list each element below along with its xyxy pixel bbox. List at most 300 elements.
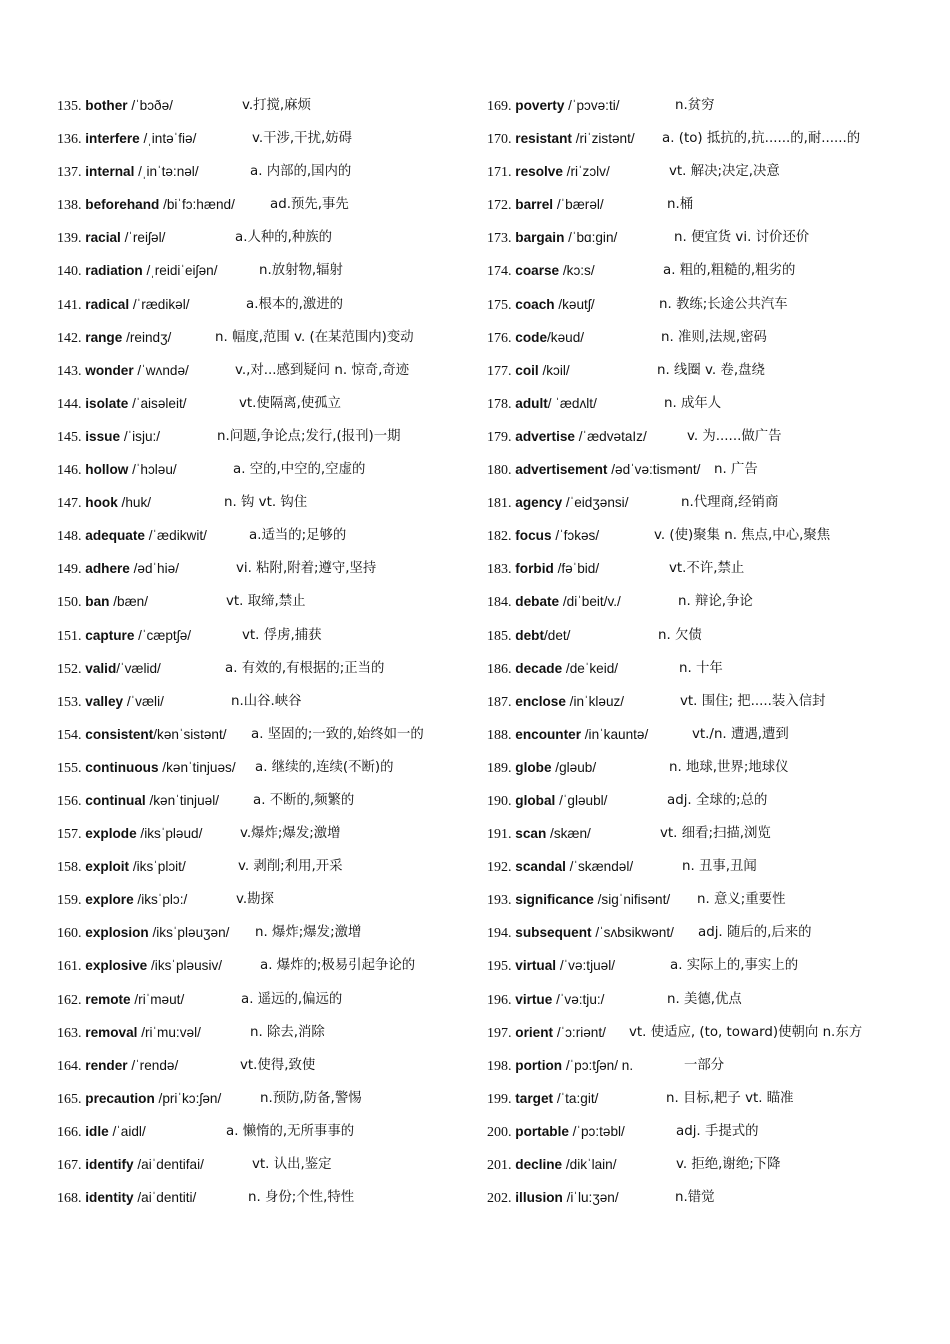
entry-definition: n.放射物,辐射 (259, 263, 343, 279)
entry-definition: v. 为......做广告 (687, 428, 782, 444)
entry-definition: n. 丑事,丑闻 (682, 859, 757, 875)
vocab-entry (487, 921, 937, 954)
vocab-entry (57, 954, 477, 987)
entry-definition: a. 空的,中空的,空虚的 (233, 462, 366, 478)
entry-word: illusion (515, 1190, 563, 1206)
entry-phonetic: /ˈaisəleit/ (128, 395, 187, 411)
entry-number: 197. (487, 1025, 512, 1041)
entry-word: orient (515, 1024, 554, 1040)
entry-definition: a. 爆炸的;极易引起争论的 (260, 958, 416, 974)
entry-definition: v.,对...感到疑问 n. 惊奇,奇迹 (235, 362, 410, 378)
entry-word: coach (515, 296, 555, 312)
entry-definition: n. 教练;长途公共汽车 (659, 296, 788, 312)
vocab-entry (57, 491, 477, 524)
entry-word: virtue (515, 991, 553, 1007)
vocab-entry (57, 690, 477, 723)
vocab-entry (57, 723, 477, 756)
entry-definition: a. 内部的,国内的 (250, 164, 352, 180)
vocab-entry (487, 888, 937, 921)
entry-number: 163. (57, 1025, 82, 1041)
entry-phonetic: /ˈrendə/ (127, 1057, 179, 1073)
entry-phonetic: /inˈkləuz/ (565, 693, 625, 709)
vocab-entry (487, 193, 937, 226)
entry-definition: vt./n. 遭遇,遭到 (692, 726, 789, 742)
entry-number: 142. (57, 330, 82, 346)
entry-word: consistent (85, 726, 154, 742)
entry-phonetic: /fəˈbid/ (553, 561, 600, 577)
entry-number: 146. (57, 463, 82, 479)
entry-number: 135. (57, 99, 82, 114)
entry-word: capture (85, 627, 135, 643)
entry-phonetic: /riˈzɔlv/ (562, 164, 610, 180)
entry-word: target (515, 1090, 554, 1106)
entry-word: agency (515, 495, 563, 511)
entry-phonetic: /iksˈpləuʒən/ (148, 925, 230, 941)
entry-definition: v.干涉,干扰,妨碍 (252, 131, 352, 147)
entry-definition: v. 剥削;利用,开采 (238, 859, 343, 875)
entry-number: 164. (57, 1058, 82, 1074)
entry-phonetic: /ˈhɔləu/ (128, 462, 177, 478)
entry-number: 194. (487, 926, 512, 942)
vocab-entry (57, 127, 477, 160)
entry-word: internal (85, 164, 135, 180)
entry-word: isolate (85, 395, 129, 411)
entry-word: explosion (85, 925, 149, 941)
entry-definition: adj. 手提式的 (676, 1123, 759, 1139)
entry-phonetic: /gləub/ (551, 759, 597, 775)
entry-phonetic: /bæn/ (109, 594, 148, 610)
entry-number: 172. (487, 198, 512, 214)
entry-phonetic: /sigˈnifisənt/ (593, 892, 671, 908)
entry-word: advertise (515, 428, 575, 444)
vocab-entry (57, 1120, 477, 1153)
vocab-entry (57, 226, 477, 259)
vocab-entry (487, 160, 937, 193)
entry-word: globe (515, 759, 552, 775)
entry-definition: n. 成年人 (664, 395, 722, 411)
vocab-entry (57, 1153, 477, 1186)
entry-number: 167. (57, 1158, 82, 1173)
entry-number: 177. (487, 363, 512, 379)
vocab-entry (57, 657, 477, 690)
entry-definition: n.错觉 (675, 1190, 715, 1206)
entry-number: 162. (57, 992, 82, 1008)
entry-definition: a.适当的;足够的 (249, 528, 347, 544)
entry-phonetic: /ˈvə:tjuəl/ (556, 958, 616, 974)
entry-definition: a.人种的,种族的 (235, 230, 333, 246)
entry-number: 140. (57, 264, 82, 280)
entry-definition: n. 目标,耙子 vt. 瞄准 (666, 1090, 794, 1106)
entry-phonetic: /ˈbɔðə/ (127, 98, 173, 113)
entry-number: 145. (57, 429, 82, 445)
entry-phonetic: /ˈcæptʃə/ (134, 627, 192, 643)
vocab-entry (487, 226, 937, 259)
vocab-entry (487, 94, 937, 127)
vocab-entry (487, 524, 937, 557)
entry-word: barrel (515, 197, 554, 213)
entry-phonetic: /ˈta:git/ (553, 1090, 599, 1106)
entry-phonetic: /ˈpɔ:təbl/ (568, 1123, 625, 1139)
entry-phonetic: /iˈlu:ʒən/ (562, 1190, 619, 1206)
vocab-entry (487, 1087, 937, 1120)
entry-definition: vt.不许,禁止 (669, 561, 745, 577)
entry-definition: n. 准则,法规,密码 (661, 329, 767, 345)
entry-word: issue (85, 428, 121, 444)
vocab-entry (57, 1186, 477, 1219)
entry-number: 195. (487, 959, 512, 975)
entry-number: 191. (487, 827, 512, 843)
vocab-entry (57, 988, 477, 1021)
entry-phonetic: /ˈaidl/ (108, 1123, 146, 1139)
vocab-entry (487, 326, 937, 359)
entry-phonetic: /ˈgləubl/ (555, 792, 608, 808)
entry-word: virtual (515, 958, 557, 974)
entry-definition: a. 粗的,粗糙的,粗劣的 (663, 263, 796, 279)
entry-word: render (85, 1057, 128, 1073)
entry-word: decline (515, 1157, 563, 1172)
entry-number: 147. (57, 496, 82, 512)
entry-definition: vt. 认出,鉴定 (252, 1157, 332, 1172)
entry-definition: n. 十年 (679, 660, 723, 676)
entry-definition: v.打搅,麻烦 (242, 98, 311, 113)
entry-word: removal (85, 1024, 138, 1040)
entry-word: coil (515, 362, 539, 378)
vocab-entry (487, 557, 937, 590)
entry-number: 182. (487, 529, 512, 545)
entry-number: 189. (487, 760, 512, 776)
entry-definition: n. 广告 (714, 462, 758, 478)
entry-definition: n. 美德,优点 (667, 991, 742, 1007)
entry-phonetic: /ədˈvə:tismənt/ (607, 462, 701, 478)
entry-definition: n. 地球,世界;地球仪 (669, 759, 789, 775)
vocab-entry (57, 590, 477, 623)
entry-number: 137. (57, 165, 82, 181)
entry-phonetic: /kəud/ (547, 329, 585, 345)
vocab-entry (487, 1186, 937, 1219)
entry-number: 190. (487, 793, 512, 809)
entry-phonetic: /inˈkauntə/ (581, 726, 649, 742)
entry-word: subsequent (515, 925, 592, 941)
vocab-entry (57, 888, 477, 921)
entry-number: 154. (57, 727, 82, 743)
vocab-entry (57, 1021, 477, 1054)
entry-number: 184. (487, 595, 512, 611)
entry-word: remote (85, 991, 131, 1007)
vocab-entry (487, 822, 937, 855)
entry-word: significance (515, 892, 594, 908)
vocab-entry (487, 723, 937, 756)
left-column (57, 94, 477, 1219)
entry-definition: n.代理商,经销商 (681, 495, 779, 511)
entry-definition: 一部分 (684, 1057, 725, 1073)
entry-phonetic: /deˈkeid/ (562, 660, 619, 676)
entry-phonetic: /kənˈtinjuəl/ (145, 792, 219, 808)
entry-number: 175. (487, 297, 512, 313)
entry-number: 161. (57, 959, 82, 975)
entry-phonetic: /ˈisju:/ (120, 428, 161, 444)
entry-word: focus (515, 528, 552, 544)
vocab-entry (57, 524, 477, 557)
entry-number: 148. (57, 529, 82, 545)
vocab-entry (487, 988, 937, 1021)
entry-phonetic: /riˈmu:vəl/ (137, 1024, 201, 1040)
entry-word: bother (85, 98, 128, 113)
entry-phonetic: /ˈædikwit/ (144, 528, 207, 544)
entry-number: 143. (57, 363, 82, 379)
entry-definition: a. 遥远的,偏远的 (241, 991, 343, 1007)
entry-definition: v. (使)聚集 n. 焦点,中心,聚焦 (654, 528, 831, 544)
entry-phonetic: /ˈsʌbsikwənt/ (591, 925, 674, 941)
vocab-entry (57, 293, 477, 326)
vocab-entry (57, 94, 477, 127)
entry-word: adequate (85, 528, 145, 544)
entry-word: hook (85, 495, 118, 511)
entry-word: identity (85, 1190, 134, 1206)
vocab-entry (57, 921, 477, 954)
entry-definition: n. 线圈 v. 卷,盘绕 (657, 362, 765, 378)
entry-definition: vt.使隔离,使孤立 (239, 395, 342, 411)
vocab-entry (57, 458, 477, 491)
vocab-entry (487, 789, 937, 822)
entry-word: coarse (515, 263, 560, 279)
entry-phonetic: /reindʒ/ (122, 329, 172, 345)
entry-word: idle (85, 1123, 109, 1139)
entry-phonetic: /ˌinˈtə:nəl/ (134, 164, 199, 180)
entry-number: 170. (487, 132, 512, 148)
entry-definition: a. (to) 抵抗的,抗......的,耐......的 (662, 131, 861, 147)
entry-phonetic: /ˈbærəl/ (553, 197, 604, 213)
entry-word: exploit (85, 859, 130, 875)
entry-number: 200. (487, 1124, 512, 1140)
entry-phonetic: /ˈædvətaIz/ (574, 428, 647, 444)
entry-definition: v.勘探 (236, 892, 274, 908)
vocab-entry (57, 557, 477, 590)
entry-number: 180. (487, 463, 512, 479)
entry-word: ban (85, 594, 110, 610)
entry-definition: adj. 随后的,后来的 (698, 925, 812, 941)
entry-definition: n.贫穷 (675, 98, 715, 113)
entry-number: 169. (487, 99, 512, 114)
vocab-entry (487, 458, 937, 491)
entry-phonetic: /kɔ:s/ (559, 263, 595, 279)
entry-number: 173. (487, 231, 512, 247)
entry-number: 187. (487, 694, 512, 710)
vocab-entry (57, 624, 477, 657)
entry-word: adhere (85, 561, 130, 577)
vocab-entry (57, 392, 477, 425)
entry-number: 160. (57, 926, 82, 942)
entry-word: debt (515, 627, 544, 643)
entry-definition: n.山谷.峡谷 (231, 693, 302, 709)
entry-number: 156. (57, 793, 82, 809)
vocab-entry (57, 1054, 477, 1087)
entry-word: hollow (85, 462, 129, 478)
entry-number: 150. (57, 595, 82, 611)
entry-number: 174. (487, 264, 512, 280)
entry-word: continual (85, 792, 146, 808)
entry-word: wonder (85, 362, 134, 378)
entry-definition: ad.预先,事先 (270, 197, 349, 213)
entry-phonetic: /skæn/ (546, 826, 591, 842)
entry-definition: n. 除去,消除 (250, 1024, 325, 1040)
entry-phonetic: /ˈbɑ:gin/ (564, 230, 618, 246)
entry-phonetic: /iksˈpləud/ (136, 826, 203, 842)
entry-phonetic: /priˈkɔ:ʃən/ (154, 1090, 222, 1106)
entry-definition: vt. 围住; 把.....装入信封 (680, 693, 826, 709)
entry-definition: vt. 使适应, (to, toward)使朝向 n.东方 (629, 1024, 863, 1040)
entry-number: 139. (57, 231, 82, 247)
entry-definition: vt.使得,致使 (240, 1057, 316, 1073)
entry-word: adult (515, 395, 548, 411)
entry-phonetic: /kəutʃ/ (554, 296, 595, 312)
entry-definition: a. 实际上的,事实上的 (670, 958, 799, 974)
entry-word: explore (85, 892, 134, 908)
vocab-entry (57, 259, 477, 292)
entry-number: 188. (487, 727, 512, 743)
right-column (487, 94, 937, 1219)
entry-word: radiation (85, 263, 143, 279)
entry-word: poverty (515, 98, 565, 113)
entry-number: 193. (487, 893, 512, 909)
entry-word: scan (515, 826, 547, 842)
vocab-entry (487, 756, 937, 789)
vocab-entry (487, 491, 937, 524)
entry-definition: n. 爆炸;爆发;激增 (255, 925, 362, 941)
entry-word: advertisement (515, 462, 608, 478)
entry-word: identify (85, 1157, 134, 1172)
entry-definition: n.桶 (667, 197, 694, 213)
entry-phonetic: /iksˈpləusiv/ (147, 958, 223, 974)
entry-definition: n.问题,争论点;发行,(报刊)一期 (217, 428, 401, 444)
entry-definition: vt. 取缔,禁止 (226, 594, 306, 610)
entry-word: continuous (85, 759, 159, 775)
entry-word: racial (85, 230, 121, 246)
entry-number: 138. (57, 198, 82, 214)
entry-number: 157. (57, 827, 82, 843)
entry-phonetic: /aiˈdentiti/ (133, 1190, 197, 1206)
entry-definition: a.根本的,激进的 (246, 296, 344, 312)
entry-phonetic: /ədˈhiə/ (129, 561, 179, 577)
entry-number: 201. (487, 1158, 512, 1173)
vocab-entry (487, 690, 937, 723)
entry-word: resolve (515, 164, 563, 180)
entry-number: 155. (57, 760, 82, 776)
entry-number: 199. (487, 1091, 512, 1107)
entry-number: 141. (57, 297, 82, 313)
entry-phonetic: /ˈwʌndə/ (133, 362, 189, 378)
entry-phonetic: /riˈməut/ (130, 991, 185, 1007)
entry-word: interfere (85, 131, 140, 147)
entry-phonetic: / ˈædʌlt/ (547, 395, 597, 411)
vocab-entry (487, 1153, 937, 1186)
entry-number: 136. (57, 132, 82, 148)
entry-word: forbid (515, 561, 554, 577)
entry-number: 179. (487, 429, 512, 445)
entry-definition: vt. 解决;决定,决意 (669, 164, 780, 180)
vocab-entry (487, 359, 937, 392)
entry-number: 196. (487, 992, 512, 1008)
vocab-entry (57, 326, 477, 359)
entry-number: 178. (487, 396, 512, 412)
entry-word: precaution (85, 1090, 155, 1106)
entry-word: portable (515, 1123, 569, 1139)
entry-number: 198. (487, 1058, 512, 1074)
entry-phonetic: /riˈzistənt/ (571, 131, 635, 147)
entry-definition: n. 欠债 (658, 627, 702, 643)
entry-phonetic: /ˈvælid/ (116, 660, 161, 676)
entry-word: explosive (85, 958, 148, 974)
entry-definition: n. 辩论,争论 (678, 594, 753, 610)
entry-phonetic: /ˌintəˈfiə/ (139, 131, 197, 147)
entry-word: enclose (515, 693, 566, 709)
entry-definition: a. 有效的,有根据的;正当的 (225, 660, 385, 676)
entry-phonetic: /ˈɔ:riənt/ (553, 1024, 606, 1040)
entry-definition: n. 便宜货 vi. 讨价还价 (674, 230, 810, 246)
entry-definition: vt. 细看;扫描,浏览 (660, 826, 771, 842)
entry-phonetic: /ˈskændəl/ (565, 859, 634, 875)
entry-word: global (515, 792, 556, 808)
entry-word: bargain (515, 230, 565, 246)
entry-definition: v.爆炸;爆发;激增 (240, 826, 341, 842)
vocab-entry (487, 1054, 937, 1087)
entry-number: 168. (57, 1191, 82, 1207)
vocab-entry (57, 425, 477, 458)
vocab-entry (487, 127, 937, 160)
entry-phonetic: /iksˈplɔ:/ (133, 892, 188, 908)
entry-definition: n. 意义;重要性 (697, 892, 786, 908)
entry-number: 149. (57, 562, 82, 578)
entry-word: portion (515, 1057, 563, 1073)
entry-number: 181. (487, 496, 512, 512)
entry-number: 144. (57, 396, 82, 412)
entry-number: 192. (487, 860, 512, 876)
vocab-entry (487, 624, 937, 657)
vocab-entry (487, 1120, 937, 1153)
vocab-entry (57, 789, 477, 822)
vocab-entry (487, 392, 937, 425)
entry-phonetic: /aiˈdentifai/ (133, 1157, 204, 1172)
entry-word: explode (85, 826, 137, 842)
entry-word: valid (85, 660, 117, 676)
entry-number: 183. (487, 562, 512, 578)
entry-phonetic: /ˈeidʒənsi/ (562, 495, 629, 511)
entry-number: 151. (57, 628, 82, 644)
vocab-entry (487, 425, 937, 458)
entry-number: 158. (57, 860, 82, 876)
entry-phonetic: /ˈreiʃəl/ (120, 230, 166, 246)
entry-number: 152. (57, 661, 82, 677)
vocab-entry (57, 1087, 477, 1120)
entry-word: decade (515, 660, 563, 676)
entry-number: 165. (57, 1091, 82, 1107)
entry-definition: v. 拒绝,谢绝;下降 (676, 1157, 781, 1172)
vocab-entry (487, 259, 937, 292)
entry-phonetic: /kənˈtinjuəs/ (158, 759, 236, 775)
vocab-entry (57, 756, 477, 789)
vocab-entry (487, 1021, 937, 1054)
entry-number: 153. (57, 694, 82, 710)
entry-number: 185. (487, 628, 512, 644)
entry-word: debate (515, 594, 560, 610)
entry-phonetic: /biˈfɔ:hænd/ (159, 197, 235, 213)
entry-number: 159. (57, 893, 82, 909)
entry-number: 186. (487, 661, 512, 677)
entry-phonetic: /ˈvə:tju:/ (552, 991, 605, 1007)
vocab-entry (57, 855, 477, 888)
entry-definition: a. 不断的,频繁的 (253, 792, 355, 808)
entry-phonetic: /diˈbeit/v./ (559, 594, 621, 610)
entry-definition: a. 坚固的;一致的,始终如一的 (251, 726, 424, 742)
